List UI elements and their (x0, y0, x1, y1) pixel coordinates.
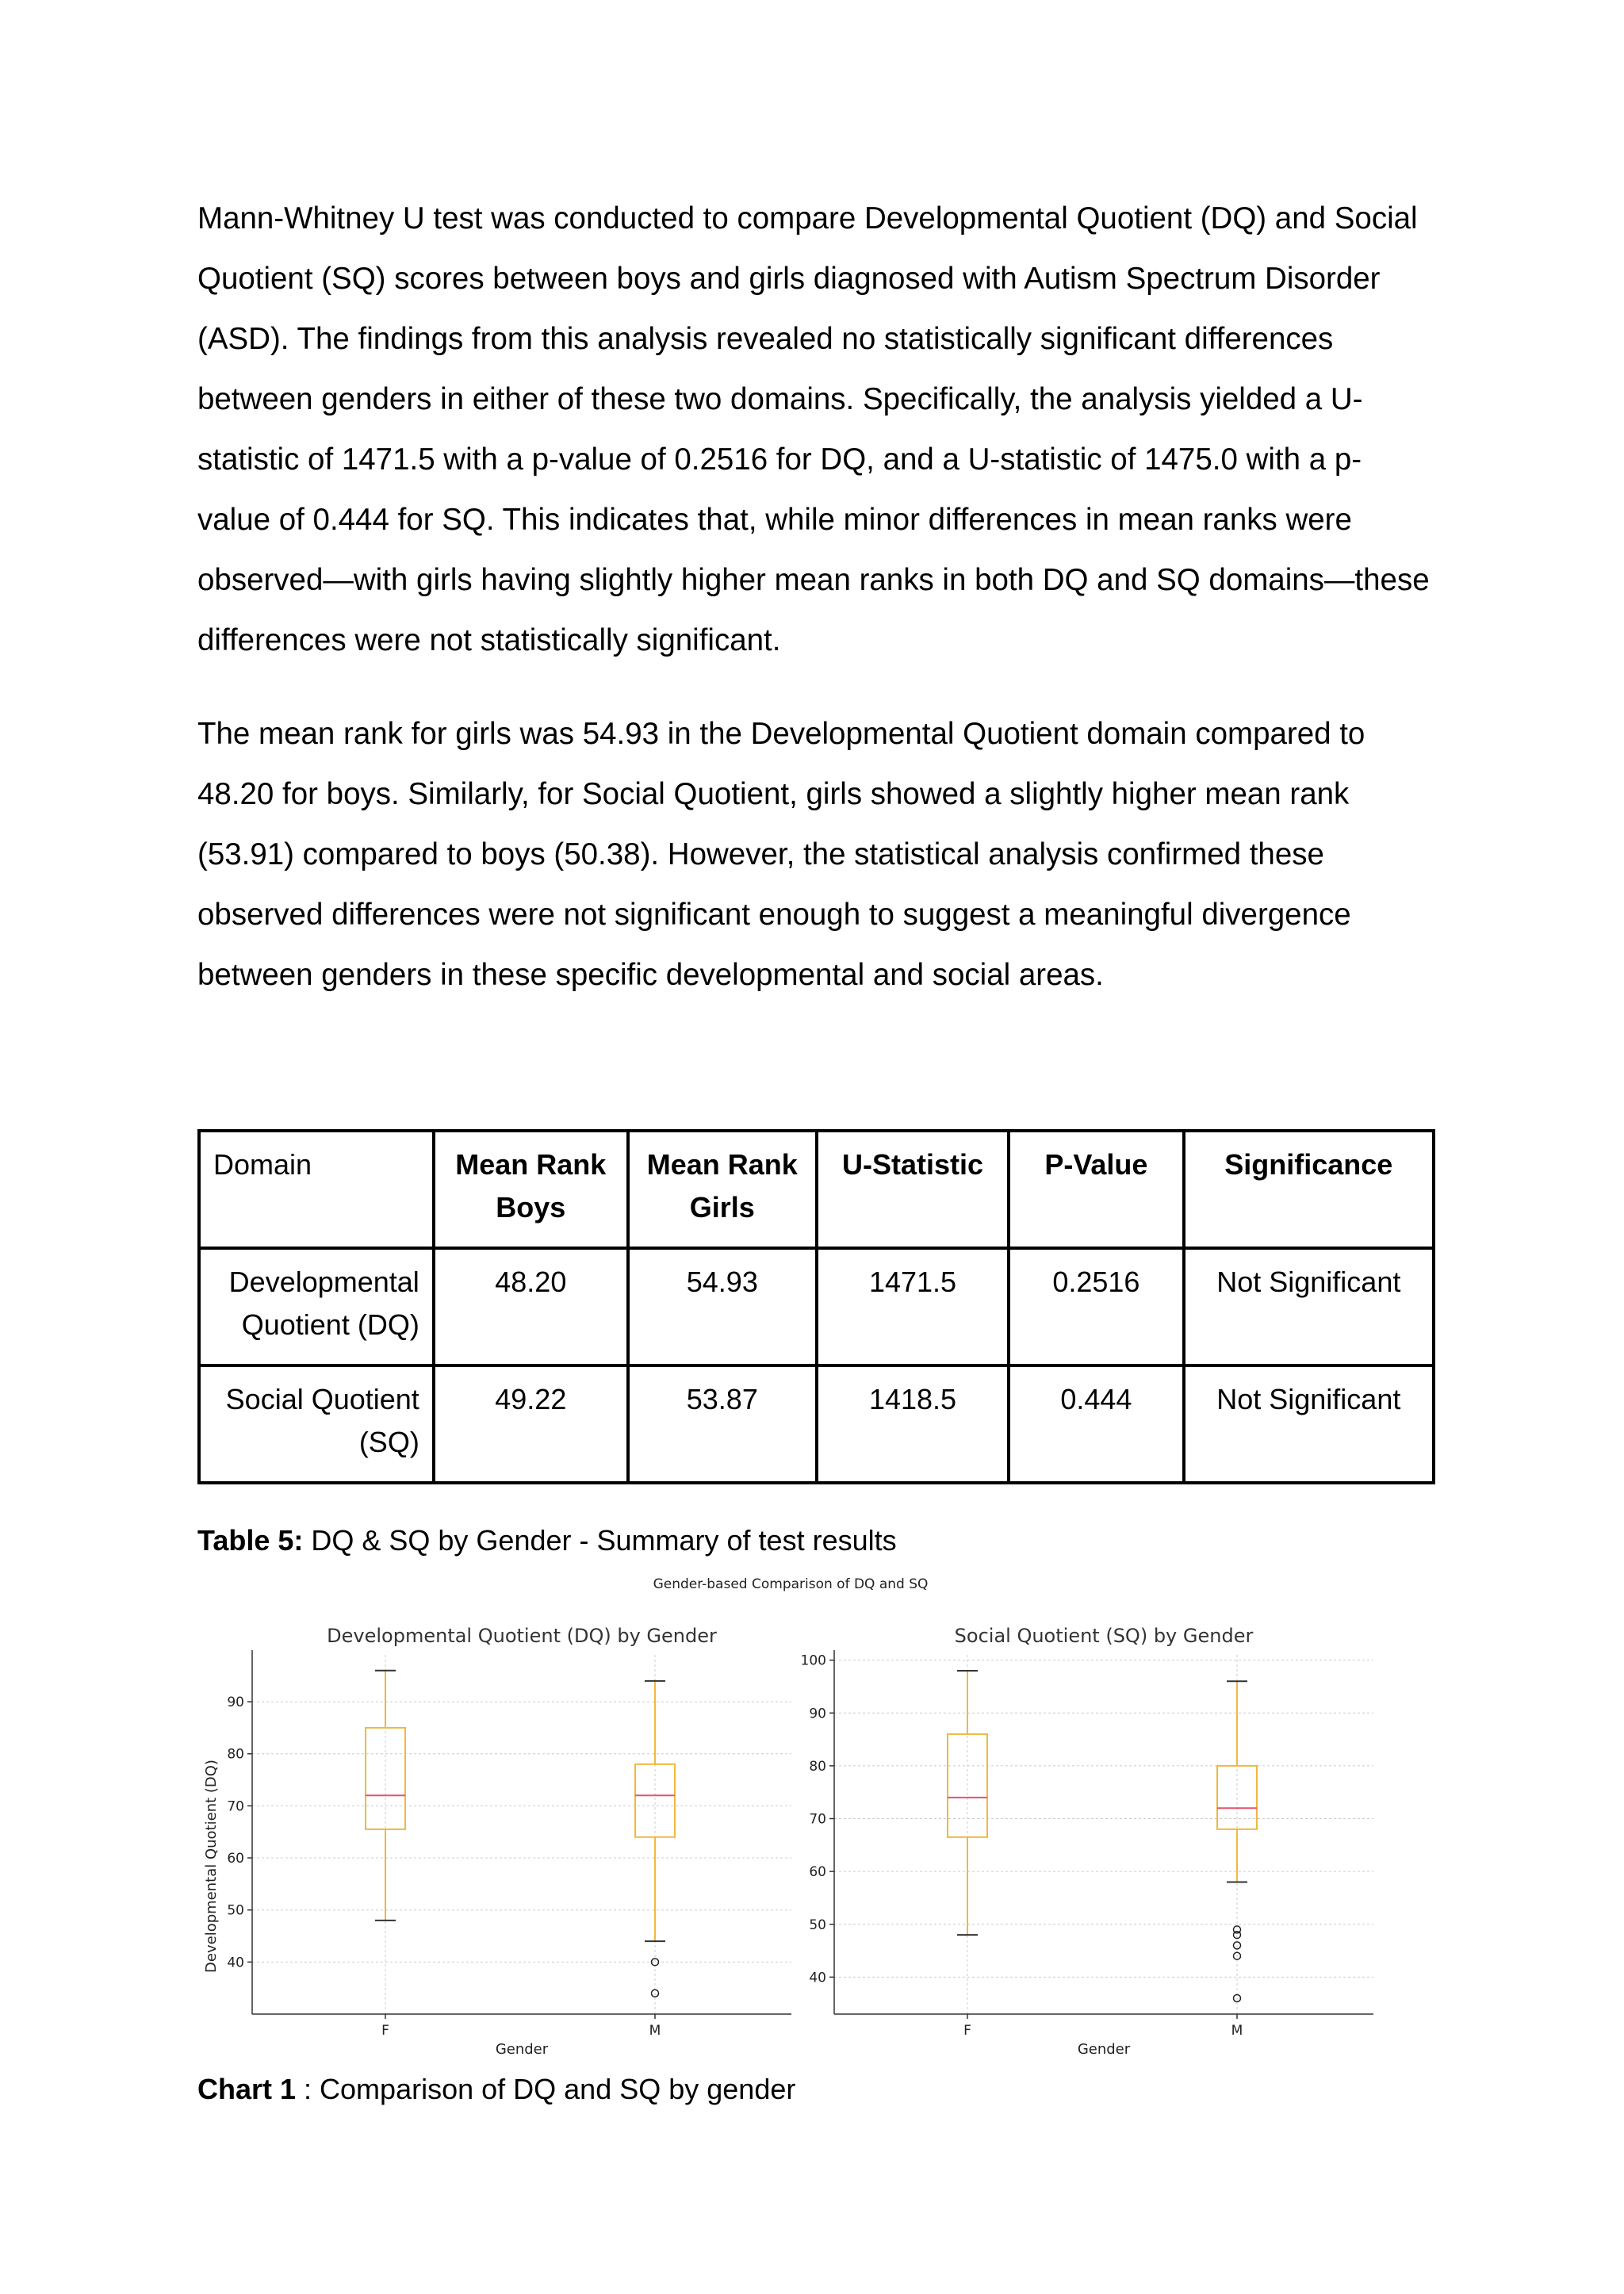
cell-u-statistic: 1418.5 (817, 1365, 1009, 1483)
chart-caption (197, 2073, 795, 2106)
chart1-y-tick-label: 80 (809, 1758, 826, 1775)
cell-domain: Social Quotient (SQ) (199, 1365, 434, 1483)
cell-mean-rank-girls: 53.87 (628, 1365, 817, 1483)
chart1-y-tick-label: 100 (800, 1653, 826, 1669)
chart1-y-tick-label: 90 (809, 1706, 826, 1722)
cell-mean-rank-girls: 54.93 (628, 1248, 817, 1365)
sq-boxplot-panel (801, 1625, 1373, 2058)
table-header-row (199, 1131, 1434, 1248)
chart0-y-axis-label: Developmental Quotient (DQ) (203, 1760, 220, 1973)
chart0-x-axis-label: Gender (495, 2041, 549, 2058)
header-p-value: P-Value (1009, 1131, 1183, 1248)
header-domain: Domain (199, 1131, 434, 1248)
chart0-title: Developmental Quotient (DQ) by Gender (327, 1625, 717, 1647)
table-caption-label: Table 5: (197, 1524, 304, 1557)
chart0-x-tick-label: F (381, 2023, 389, 2039)
chart0-y-tick-label: 50 (227, 1902, 244, 1919)
chart0-y-tick-label: 70 (227, 1798, 244, 1815)
table-caption (197, 1524, 897, 1557)
chart1-y-tick-label: 40 (809, 1970, 826, 1986)
cell-significance: Not Significant (1184, 1248, 1434, 1365)
dq-boxplot-panel (203, 1625, 791, 2058)
chart0-x-tick-label: M (649, 2023, 661, 2039)
cell-domain: Developmental Quotient (DQ) (199, 1248, 434, 1365)
chart1-x-tick-label: F (963, 2023, 971, 2039)
chart0-y-tick-label: 40 (227, 1955, 244, 1971)
paragraph-mean-ranks: The mean rank for girls was 54.93 in the Developmental Quotient domain compared to 48.20 for boys. Similarly, for Social Quotient, girls showed a slightly higher mean rank (53.91) compared to boys (50.38). However, the statistical analysis confirmed these observed differences were not significant enough to suggest a meaningful divergence between genders in these specific developmental and social areas. (197, 717, 1365, 992)
cell-p-value: 0.444 (1009, 1365, 1183, 1483)
chart1-y-tick-label: 70 (809, 1811, 826, 1828)
table-row (199, 1248, 1434, 1365)
header-mean-rank-boys: Mean Rank Boys (434, 1131, 628, 1248)
header-u-statistic: U-Statistic (817, 1131, 1009, 1248)
chart1-x-tick-label: M (1231, 2023, 1243, 2039)
table-caption-text: DQ & SQ by Gender - Summary of test results (303, 1524, 897, 1557)
cell-mean-rank-boys: 49.22 (434, 1365, 628, 1483)
chart0-y-tick-label: 60 (227, 1851, 244, 1867)
figure-suptitle: Gender-based Comparison of DQ and SQ (653, 1576, 929, 1592)
boxplot-figure (190, 1566, 1396, 2066)
header-mean-rank-girls: Mean Rank Girls (628, 1131, 817, 1248)
chart1-x-axis-label: Gender (1077, 2041, 1131, 2058)
table-row (199, 1365, 1434, 1483)
cell-significance: Not Significant (1184, 1365, 1434, 1483)
cell-p-value: 0.2516 (1009, 1248, 1183, 1365)
cell-u-statistic: 1471.5 (817, 1248, 1009, 1365)
chart0-y-tick-label: 90 (227, 1695, 244, 1711)
chart1-title: Social Quotient (SQ) by Gender (954, 1625, 1254, 1647)
chart0-y-tick-label: 80 (227, 1746, 244, 1763)
chart-caption-label: Chart 1 (197, 2073, 297, 2105)
chart1-y-tick-label: 60 (809, 1864, 826, 1881)
chart1-y-tick-label: 50 (809, 1917, 826, 1933)
header-significance: Significance (1184, 1131, 1434, 1248)
results-table (197, 1129, 1435, 1484)
cell-mean-rank-boys: 48.20 (434, 1248, 628, 1365)
paragraph-mann-whitney: Mann-Whitney U test was conducted to compare Developmental Quotient (DQ) and Social Quotient (SQ) scores between boys and girls diagnosed with Autism Spectrum Disorder (ASD). The findings from this analysis revealed no statistically significant differences between genders in either of these two domains. Specifically, the analysis yielded a U-statistic of 1471.5 with a p-value of 0.2516 for DQ, and a U-statistic of 1475.0 with a p-value of 0.444 for SQ. This indicates that, while minor differences in mean ranks were observed—with girls having slightly higher mean ranks in both DQ and SQ domains—these differences were not statistically significant. (197, 201, 1430, 657)
chart-caption-text: : Comparison of DQ and SQ by gender (296, 2073, 796, 2105)
